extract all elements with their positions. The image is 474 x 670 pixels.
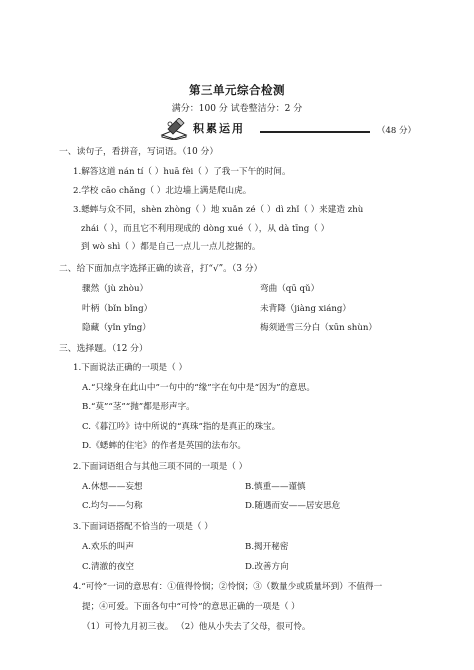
- option-line: C.清澈的夜空: [82, 562, 134, 572]
- option-line: D.《蟋蟀的住宅》的作者是英国的法布尔。: [82, 441, 247, 451]
- question-line: 2.下面词语组合与其他三项不同的一项是（ ）: [73, 462, 248, 472]
- question-line: zhái（ ），而且它不利用现成的 dòng xué（ ），从 dà tīng（ ）: [81, 224, 330, 234]
- page-title: 第三单元综合检测: [189, 83, 285, 97]
- option-line: B.“莫”“茎”“抛”都是形声字。: [82, 402, 195, 412]
- banner-underline: [260, 131, 370, 133]
- option-line: A.休想——妄想: [82, 482, 143, 492]
- question-line: 1.下面说法正确的一项是（ ）: [73, 363, 188, 373]
- banner-label: 积累运用: [193, 122, 245, 135]
- option-line: D.随遇而安——居安思危: [245, 501, 341, 511]
- option-line: B.慎重——谨慎: [245, 482, 306, 492]
- pinyin-choice: 叶柄（bǐn bǐng）: [82, 304, 153, 314]
- section-heading: 二、给下面加点字选择正确的读音，打“√”。（3 分）: [59, 264, 263, 274]
- option-line: C.《暮江吟》诗中所说的“真珠”指的是真正的珠宝。: [82, 422, 281, 432]
- option-line: B.揭开秘密: [245, 542, 289, 552]
- question-line: 2.学校 cāo chǎng（ ）北边墙上满是爬山虎。: [73, 186, 252, 196]
- question-line: 提；④可爱。下面各句中“可怜”的意思正确的一项是（ ）: [82, 602, 300, 612]
- section-heading: 一、读句子，看拼音，写词语。（10 分）: [59, 147, 219, 157]
- question-line: 到 wò shì（ ）都是自己一点儿一点儿挖掘的。: [81, 242, 261, 252]
- pinyin-choice: 隐藏（yǐn yǐng）: [82, 323, 151, 333]
- banner-score: （48 分）: [377, 126, 417, 136]
- option-line: A.“只缘身在此山中”一句中的“缘”字在句中是“因为”的意思。: [82, 383, 315, 393]
- question-line: 1.解答这道 nán tí（ ）huā fèi（ ）了我一下午的时间。: [73, 167, 291, 177]
- section-heading: 三、选择题。（12 分）: [59, 344, 148, 354]
- question-line: 3.下面词语搭配不恰当的一项是（ ）: [73, 522, 213, 532]
- score-info: 满分：100 分 试卷整洁分：2 分: [171, 104, 303, 114]
- option-line: A.欢乐的叫声: [82, 542, 134, 552]
- section-banner: [160, 118, 420, 140]
- pinyin-choice: 骤然（jù zhòu）: [82, 284, 149, 294]
- option-line: C.均匀——匀称: [82, 501, 143, 511]
- pinyin-choice: 弯曲（qū qǔ）: [260, 284, 320, 294]
- question-line: （1）可怜九月初三夜。 （2）他从小失去了父母，很可怜。: [82, 622, 311, 632]
- pinyin-choice: 未背降（jiàng xiáng）: [260, 304, 352, 314]
- pinyin-choice: 梅须逊雪三分白（xūn shùn）: [260, 323, 378, 333]
- book-stack-icon: [160, 118, 188, 140]
- question-line: 4.“可怜”一词的意思有：①值得怜悯；②怜悯；③（数量少或质量坏到）不值得一: [73, 582, 383, 592]
- option-line: D.改善方向: [245, 562, 289, 572]
- question-line: 3.蟋蟀与众不同，shèn zhòng（ ）地 xuǎn zé（ ）dì zhǐ（ ）来建造 zhù: [73, 205, 364, 215]
